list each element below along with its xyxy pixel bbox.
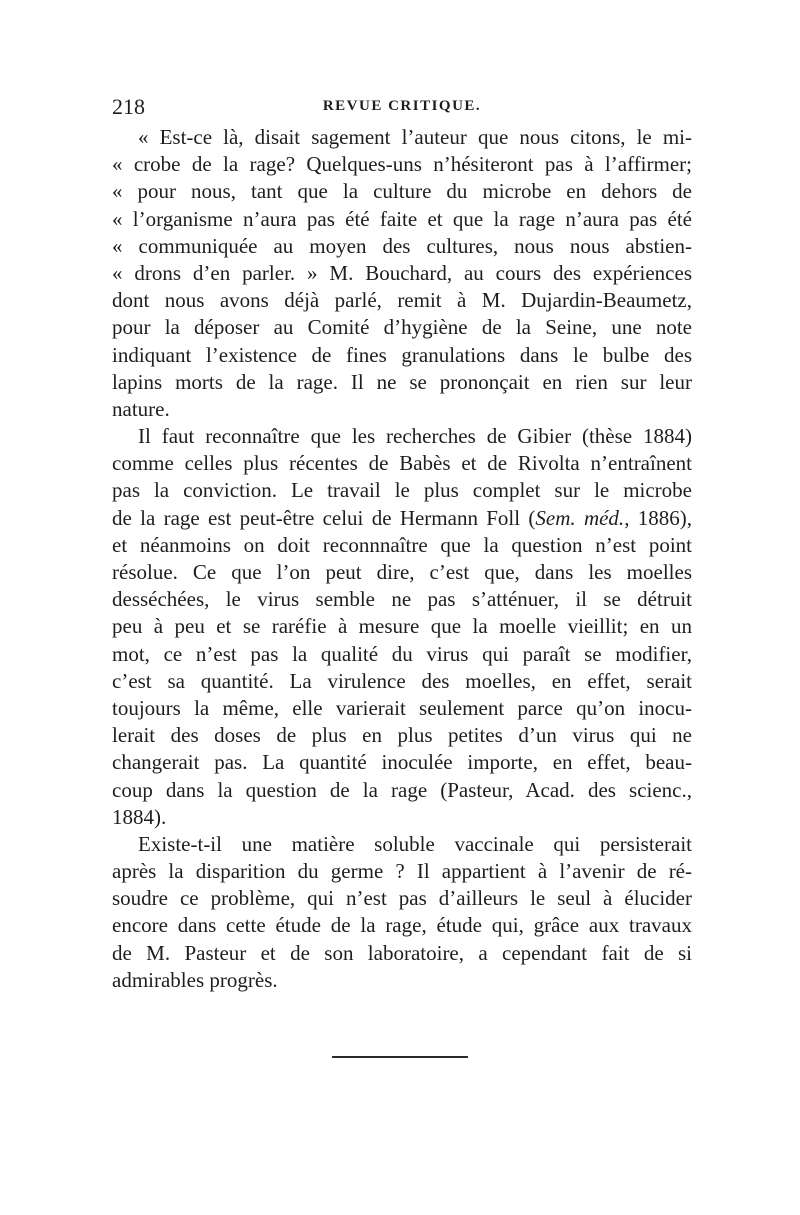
text-line: mot, ce n’est pas la qualité du virus qui paraît se modifier, bbox=[112, 641, 692, 666]
citation-rest: , 1886), bbox=[624, 505, 692, 530]
text-line: résolue. Ce que l’on peut dire, c’est que, dans les moelles bbox=[112, 560, 692, 584]
text-line: lerait des doses de plus en plus petites d’un virus qui ne bbox=[112, 723, 692, 748]
text-line: indiquant l’existence de fines granulations dans le bulbe des bbox=[112, 342, 692, 367]
text-line: et néanmoins on doit reconnnaître que la question n’est point bbox=[112, 532, 692, 557]
text-line: « communiquée au moyen des cultures, nous nous abstien- bbox=[112, 233, 692, 258]
text-line: soudre ce problème, qui n’est pas d’ailleurs le seul à élucider bbox=[112, 886, 692, 911]
text-line: dont nous avons déjà parlé, remit à M. Dujardin-Beaumetz, bbox=[112, 288, 692, 313]
text-line: « drons d’en parler. » M. Bouchard, au cours des expériences bbox=[112, 260, 692, 285]
text-line-citation bbox=[112, 505, 692, 532]
paragraph-quotation bbox=[112, 124, 692, 423]
text-line: de M. Pasteur et de son laboratoire, a cependant fait de si bbox=[112, 940, 692, 965]
paragraph-matiere-soluble bbox=[112, 831, 692, 994]
text-line: « l’organisme n’aura pas été faite et que la rage n’aura pas été bbox=[112, 206, 692, 231]
text-line: coup dans la question de la rage (Pasteur, Acad. des scienc., bbox=[112, 777, 692, 802]
text-line: pour la déposer au Comité d’hygiène de la Seine, une note bbox=[112, 315, 692, 340]
text-line: « Est-ce là, disait sagement l’auteur que nous citons, le mi- bbox=[138, 125, 692, 149]
text-line: peu à peu et se raréfie à mesure que la moelle vieillit; en un bbox=[112, 614, 692, 639]
body-text bbox=[112, 124, 692, 994]
running-title: REVUE CRITIQUE. bbox=[322, 98, 482, 114]
text-line: après la disparition du germe ? Il appartient à l’avenir de ré- bbox=[112, 859, 692, 884]
text-line: admirables progrès. bbox=[112, 967, 278, 992]
text-line: desséchées, le virus semble ne pas s’atténuer, il se détruit bbox=[112, 587, 692, 612]
text-line: nature. bbox=[112, 396, 170, 421]
text-line: « crobe de la rage? Quelques-uns n’hésiteront pas à l’affirmer; bbox=[112, 152, 692, 177]
page-number: 218 bbox=[112, 94, 145, 119]
text-line: « pour nous, tant que la culture du microbe en dehors de bbox=[112, 179, 692, 204]
text-line: 1884). bbox=[112, 804, 167, 829]
text-line: Il faut reconnaître que les recherches de Gibier (thèse 1884) bbox=[138, 424, 692, 449]
text-segment: de la rage est peut-être celui de Hermann Foll ( bbox=[112, 505, 536, 530]
text-line: changerait pas. La quantité inoculée importe, en effet, beau- bbox=[112, 750, 692, 775]
text-line: encore dans cette étude de la rage, étude qui, grâce aux travaux bbox=[112, 913, 692, 938]
page bbox=[112, 92, 692, 994]
text-line: toujours la même, elle varierait seulement parce qu’on inocu- bbox=[112, 695, 692, 720]
text-line: pas la conviction. Le travail le plus complet sur le microbe bbox=[112, 478, 692, 503]
running-head bbox=[112, 92, 692, 124]
section-divider bbox=[332, 1056, 468, 1058]
text-line: c’est sa quantité. La virulence des moelles, en effet, serait bbox=[112, 668, 692, 693]
text-line: lapins morts de la rage. Il ne se prononçait en rien sur leur bbox=[112, 369, 692, 394]
citation-italic: Sem. méd. bbox=[535, 505, 625, 530]
text-line: comme celles plus récentes de Babès et de Rivolta n’entraînent bbox=[112, 451, 692, 476]
text-line: Existe-t-il une matière soluble vaccinale qui persisterait bbox=[138, 831, 692, 856]
paragraph-recherches bbox=[112, 423, 692, 831]
